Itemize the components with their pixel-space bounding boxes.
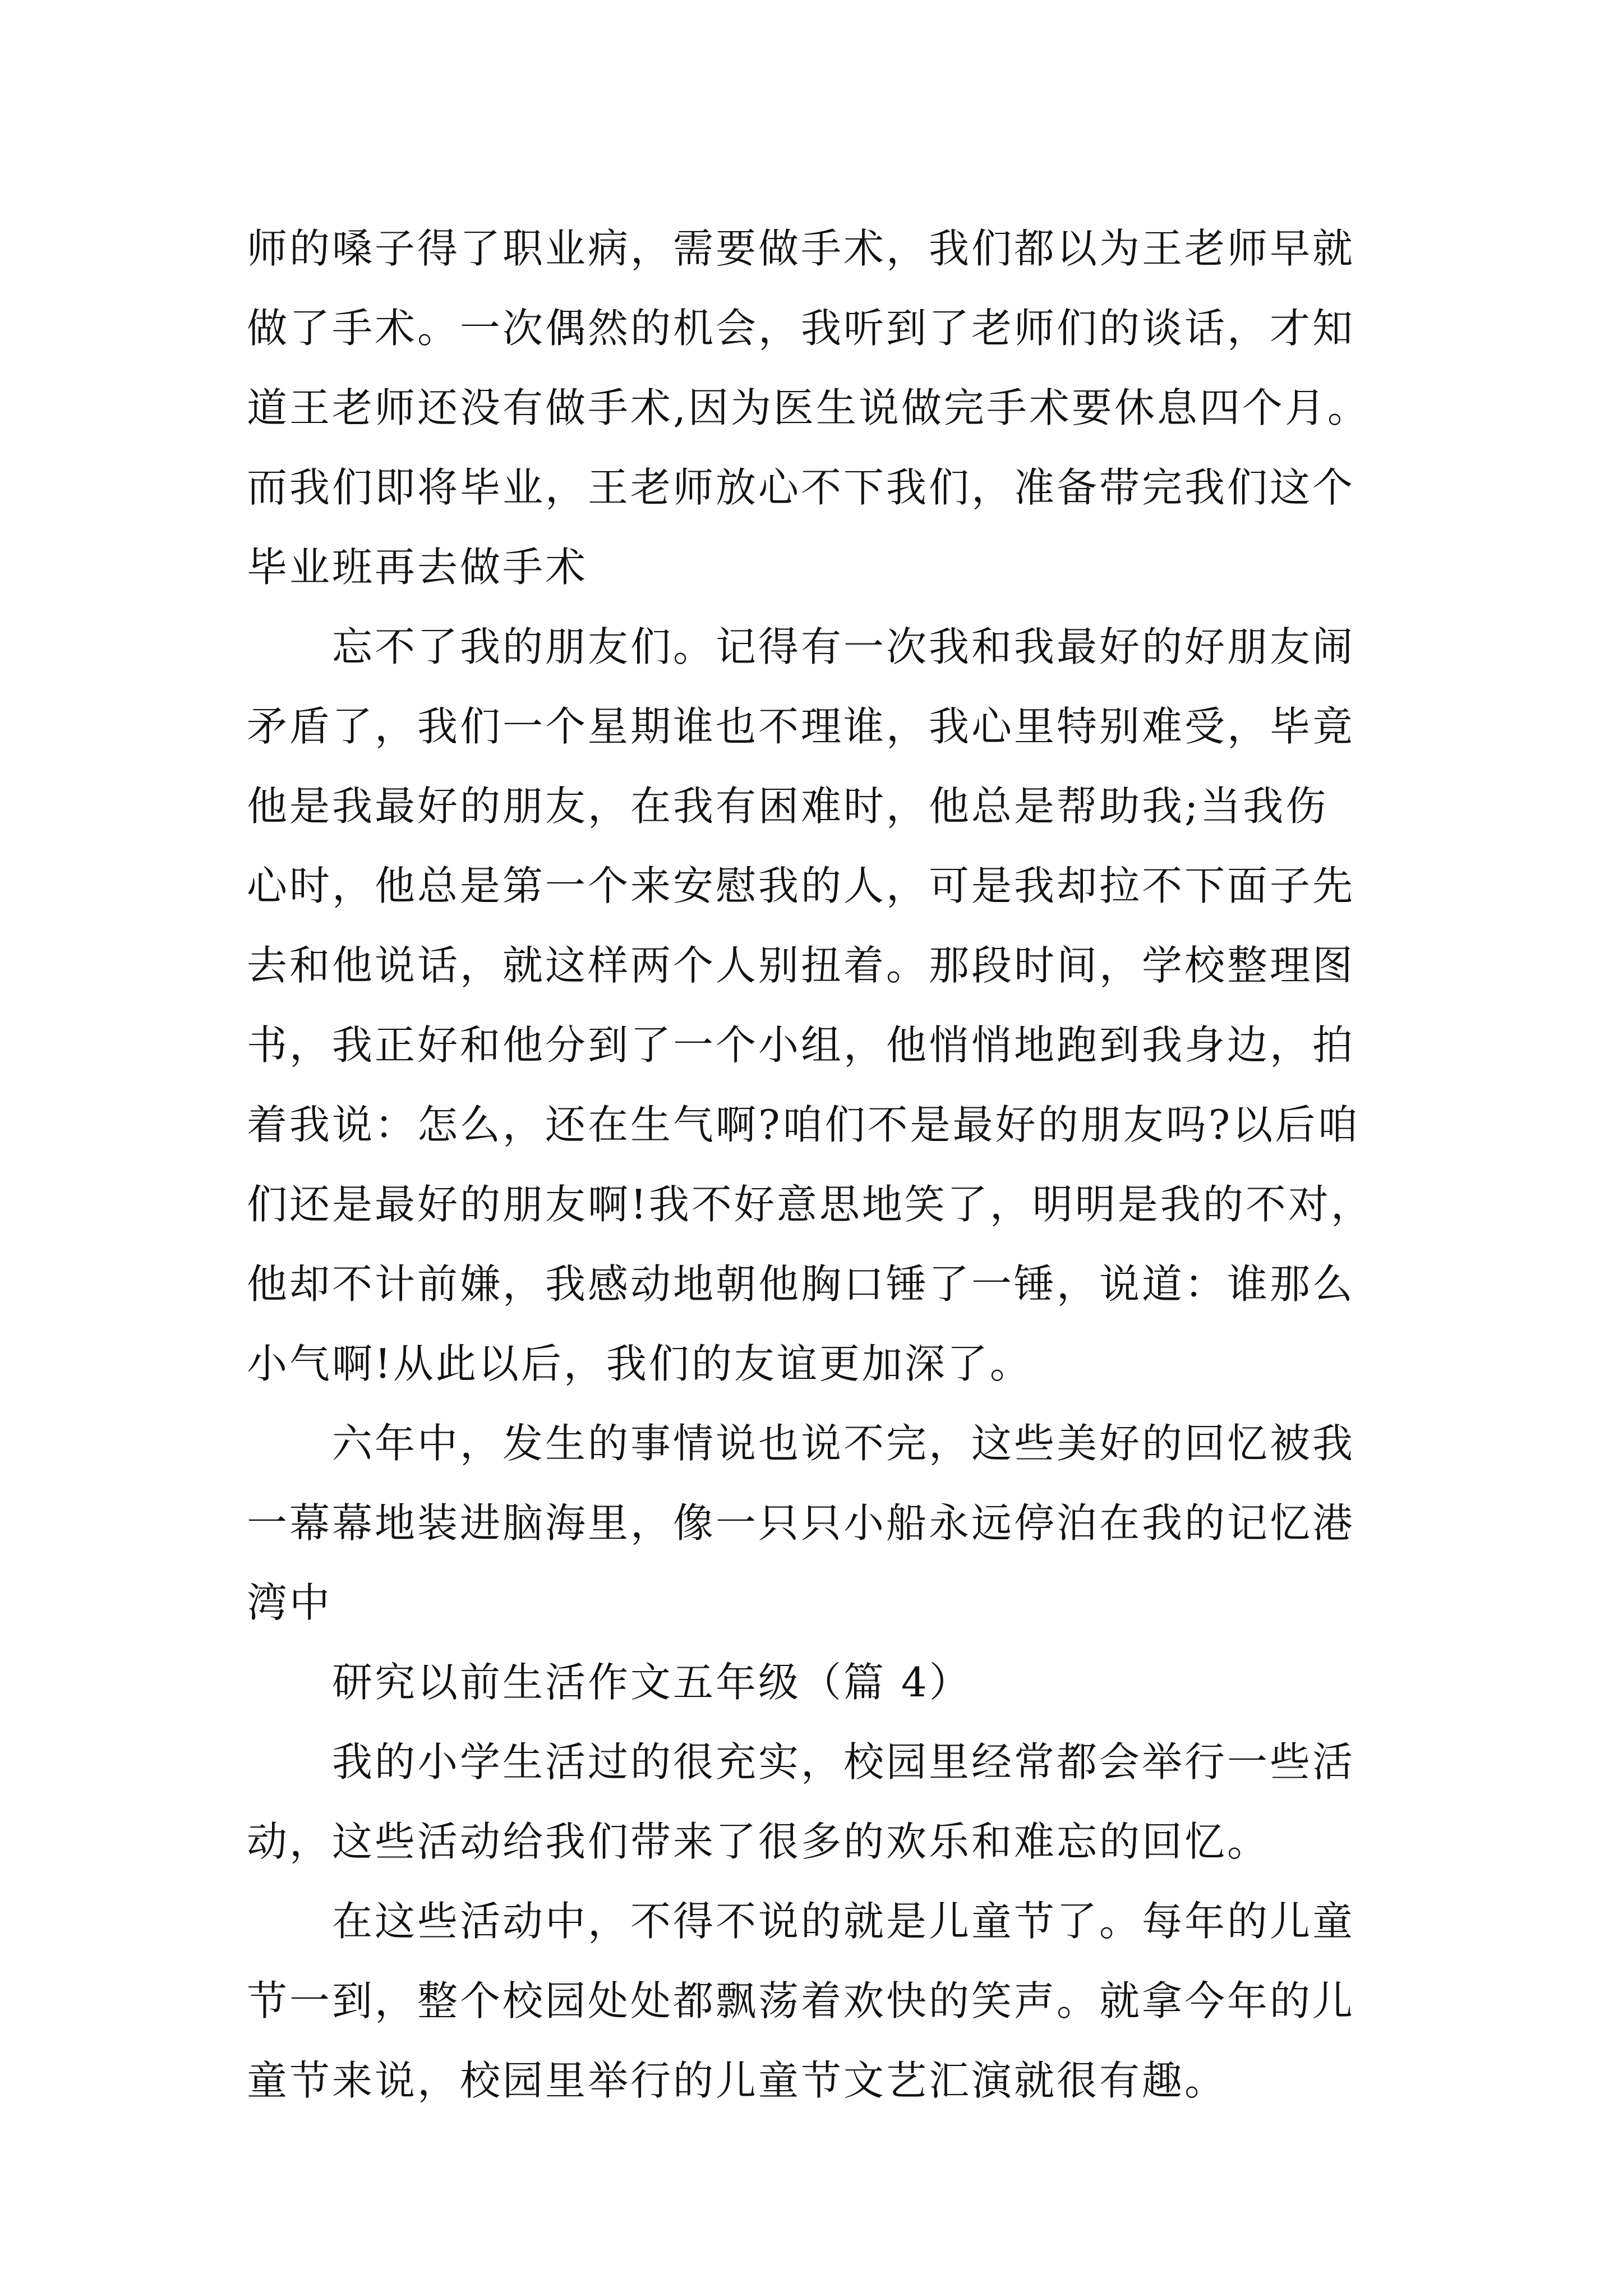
text-line: 书，我正好和他分到了一个小组，他悄悄地跑到我身边，拍 <box>247 1022 1355 1069</box>
text-line: 着我说：怎么，还在生气啊?咱们不是最好的朋友吗?以后咱 <box>247 1101 1361 1148</box>
paragraph-first-line: 六年中，发生的事情说也说不完，这些美好的回忆被我 <box>332 1420 1355 1467</box>
text-line: 小气啊!从此以后，我们的友谊更加深了。 <box>247 1340 1032 1387</box>
text-line: 心时，他总是第一个来安慰我的人，可是我却拉不下面子先 <box>247 862 1355 909</box>
text-line: 师的嗓子得了职业病，需要做手术，我们都以为王老师早就 <box>247 225 1355 272</box>
paragraph-first-line: 我的小学生活过的很充实，校园里经常都会举行一些活 <box>332 1738 1355 1786</box>
text-line: 童节来说，校园里举行的儿童节文艺汇演就很有趣。 <box>247 2057 1228 2104</box>
paragraph-first-line: 忘不了我的朋友们。记得有一次我和我最好的好朋友闹 <box>332 623 1355 670</box>
text-line: 去和他说话，就这样两个人别扭着。那段时间，学校整理图 <box>247 942 1355 989</box>
text-line: 们还是最好的朋友啊!我不好意思地笑了，明明是我的不对， <box>247 1181 1373 1228</box>
body-text <box>247 209 1436 2120</box>
text-line: 动，这些活动给我们带来了很多的欢乐和难忘的回忆。 <box>247 1818 1270 1865</box>
text-line: 湾中 <box>247 1579 333 1626</box>
text-line: 节一到，整个校园处处都飘荡着欢快的笑声。就拿今年的儿 <box>247 1977 1355 2024</box>
text-line: 毕业班再去做手术 <box>247 544 588 591</box>
text-line: 而我们即将毕业，王老师放心不下我们，准备带完我们这个 <box>247 464 1355 511</box>
text-line: 他是我最好的朋友，在我有困难时，他总是帮助我;当我伤 <box>247 783 1329 830</box>
text-line: 道王老师还没有做手术,因为医生说做完手术要休息四个月。 <box>247 384 1370 431</box>
text-line: 一幕幕地装进脑海里，像一只只小船永远停泊在我的记忆港 <box>247 1499 1355 1547</box>
text-line: 矛盾了，我们一个星期谁也不理谁，我心里特别难受，毕竟 <box>247 703 1355 750</box>
text-line: 他却不计前嫌，我感动地朝他胸口锤了一锤，说道：谁那么 <box>247 1260 1355 1308</box>
section-heading: 研究以前生活作文五年级（篇 4） <box>332 1659 972 1706</box>
paragraph-first-line: 在这些活动中，不得不说的就是儿童节了。每年的儿童 <box>332 1898 1355 1945</box>
text-line: 做了手术。一次偶然的机会，我听到了老师们的谈话，才知 <box>247 305 1355 352</box>
